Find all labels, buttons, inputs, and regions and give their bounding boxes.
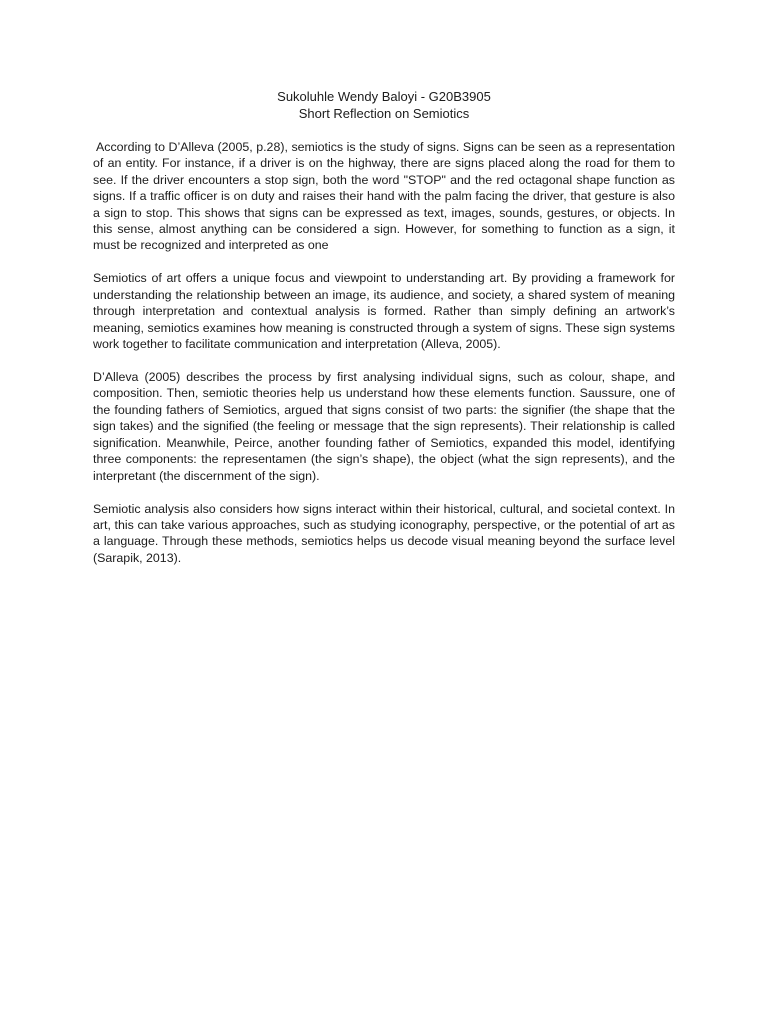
- paragraph-3: D’Alleva (2005) describes the process by first analysing individual signs, such as colour, shape, and composition. Then, semiotic theories help us understand how these elements function. Saussure, one of the founding fathers of Semiotics, argued that signs consist of two parts: the signifier (the shape that the sign takes) and the signified (the feeling or message that the sign represents). Their relationship is called signification. Meanwhile, Peirce, another founding father of Semiotics, expanded this model, identifying three components: the representamen (the sign’s shape), the object (what the sign represents), and the interpretant (the discernment of the sign).: [93, 370, 675, 483]
- document-header: [0, 88, 768, 122]
- document-title: Short Reflection on Semiotics: [298, 106, 470, 121]
- document-body: [93, 139, 675, 583]
- paragraph-1: According to D’Alleva (2005, p.28), semiotics is the study of signs. Signs can be seen as a representation of an entity. For instance, if a driver is on the highway, there are signs placed along the road for them to see. If the driver encounters a stop sign, both the word "STOP" and the red octagonal shape function as signs. If a traffic officer is on duty and raises their hand with the palm facing the driver, that gesture is also a sign to stop. This shows that signs can be expressed as text, images, sounds, gestures, or objects. In this sense, almost anything can be considered a sign. However, for something to function as a sign, it must be recognized and interpreted as one: [93, 140, 675, 253]
- paragraph-2: Semiotics of art offers a unique focus and viewpoint to understanding art. By providing a framework for understanding the relationship between an image, its audience, and society, a shared system of meaning through interpretation and contextual analysis is formed. Rather than simply defining an artwork’s meaning, semiotics examines how meaning is constructed through a system of signs. These sign systems work together to facilitate communication and interpretation (Alleva, 2005).: [93, 271, 675, 352]
- paragraph-4: Semiotic analysis also considers how signs interact within their historical, cultural, and societal context. In art, this can take various approaches, such as studying iconography, perspective, or the potential of art as a language. Through these methods, semiotics helps us decode visual meaning beyond the surface level (Sarapik, 2013).: [93, 501, 675, 565]
- author-line: Sukoluhle Wendy Baloyi - G20B3905: [277, 89, 491, 104]
